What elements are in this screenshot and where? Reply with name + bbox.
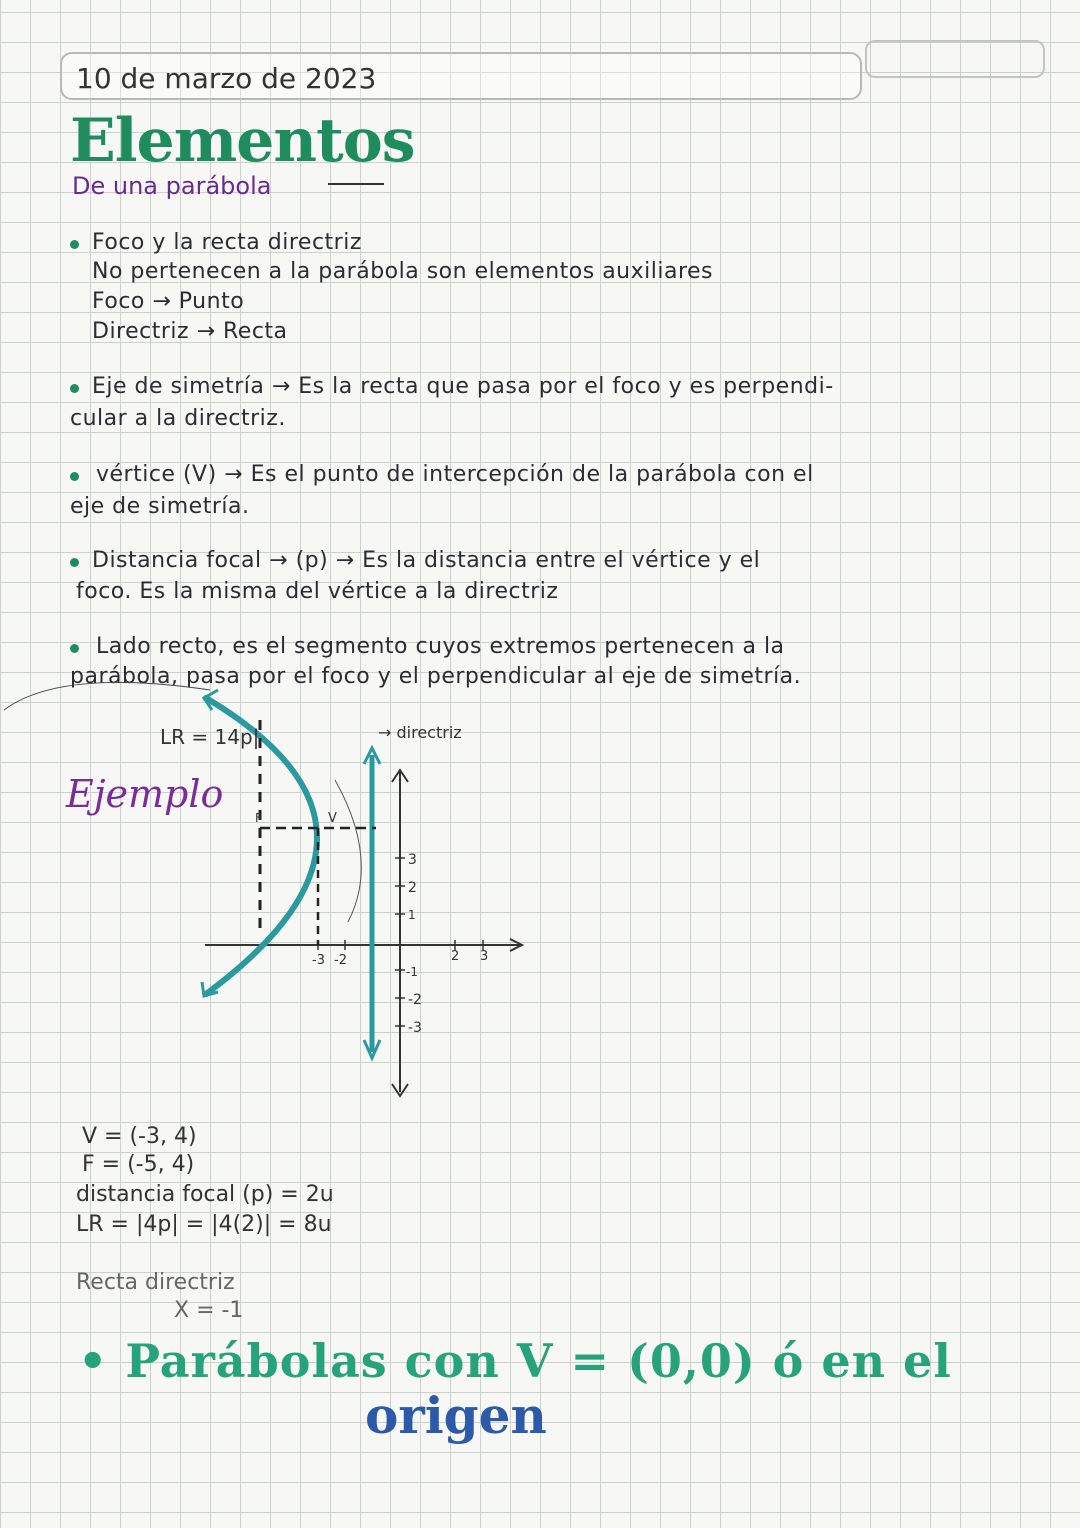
item-foco-line3: Foco → Punto: [92, 289, 245, 314]
date: 10 de marzo de 2023: [76, 62, 377, 95]
y-tick-label: 3: [408, 852, 417, 868]
item-foco-line4: Directriz → Recta: [92, 319, 288, 344]
item-vertice-line1: vértice (V) → Es el punto de intercepción de la parábola con el: [96, 462, 814, 487]
item-eje-line1: Eje de simetría → Es la recta que pasa por el foco y es perpendi-: [92, 374, 834, 399]
item-distancia-line2: foco. Es la misma del vértice a la directriz: [76, 579, 559, 604]
page-subtitle: De una parábola: [72, 172, 272, 200]
subtitle-underline: [328, 183, 384, 185]
bullet-icon: [70, 240, 79, 249]
parabola-graph: [0, 660, 560, 1120]
latus-rectum-label: LR = 14p|: [160, 725, 260, 749]
x-tick-label: 2: [451, 949, 460, 964]
y-tick-label: -3: [408, 1020, 422, 1036]
note-latus-rectum: LR = |4p| = |4(2)| = 8u: [76, 1212, 332, 1237]
side-box: [865, 40, 1045, 78]
bullet-icon: [70, 644, 79, 653]
x-tick-label: -3: [312, 953, 325, 968]
bullet-icon: [70, 558, 79, 567]
item-eje-line2: cular a la directriz.: [70, 406, 286, 431]
example-label: Ejemplo: [66, 772, 224, 816]
item-foco-line2: No pertenecen a la parábola son elementos auxiliares: [92, 259, 714, 284]
note-focal-distance: distancia focal (p) = 2u: [76, 1182, 334, 1207]
section-heading-line2: origen: [365, 1386, 547, 1445]
note-vertex: V = (-3, 4): [82, 1124, 197, 1149]
item-lado-recto-line2: parábola, pasa por el foco y el perpendicular al eje de simetría.: [70, 664, 802, 689]
y-tick-label: 2: [408, 880, 417, 896]
pencil-arc: [4, 682, 210, 710]
bullet-icon: [70, 472, 79, 481]
note-focus: F = (-5, 4): [82, 1152, 195, 1177]
item-distancia-line1: Distancia focal → (p) → Es la distancia entre el vértice y el: [92, 548, 761, 573]
item-foco-line1: Foco y la recta directriz: [92, 230, 362, 255]
y-tick-label: -2: [408, 992, 422, 1008]
y-tick-label: -1: [406, 965, 418, 979]
focus-label: F: [255, 811, 262, 825]
note-directrix-title: Recta directriz: [76, 1270, 235, 1295]
y-tick-label: 1: [408, 908, 416, 922]
bullet-icon: [70, 384, 79, 393]
note-directrix-eq: X = -1: [174, 1298, 244, 1323]
vertex-label: V: [328, 811, 337, 826]
item-lado-recto-line1: Lado recto, es el segmento cuyos extremos pertenecen a la: [96, 634, 785, 659]
item-vertice-line2: eje de simetría.: [70, 494, 250, 519]
pencil-curve: [335, 780, 361, 922]
x-tick-label: -2: [334, 953, 347, 968]
directrix-label: → directriz: [378, 723, 462, 742]
page-title: Elementos: [70, 106, 415, 176]
x-tick-label: 3: [480, 949, 489, 964]
section-heading-line1: • Parábolas con V = (0,0) ó en el: [78, 1334, 952, 1388]
